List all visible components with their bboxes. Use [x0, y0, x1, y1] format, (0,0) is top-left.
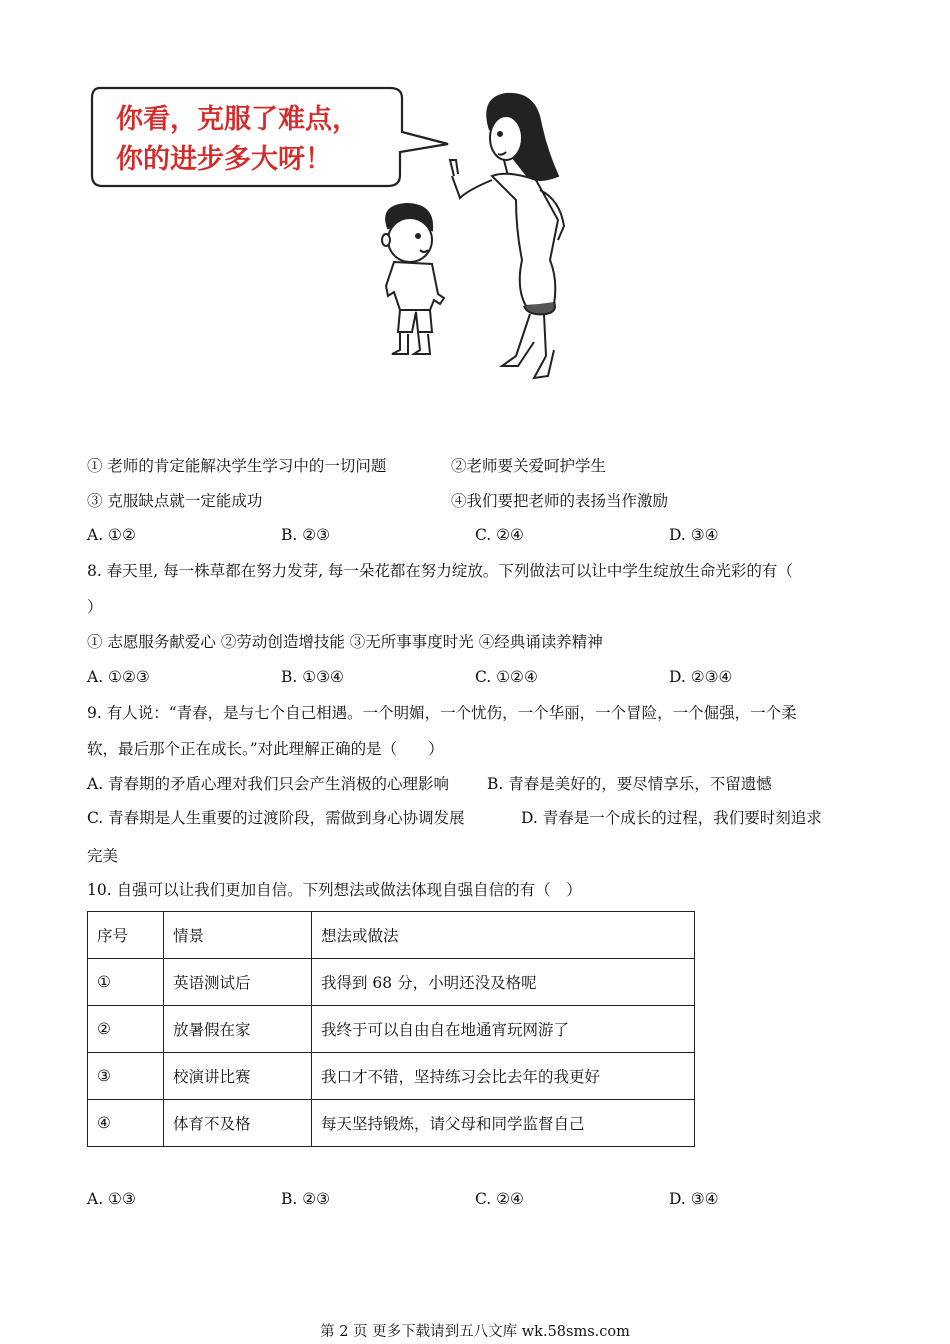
q7-option-c[interactable]: C. ②④ [475, 526, 524, 544]
table-header-cell: 序号 [88, 912, 164, 959]
table-cell: ④ [88, 1100, 164, 1147]
table-cell: ① [88, 959, 164, 1006]
table-cell: ③ [88, 1053, 164, 1100]
teacher-figure [450, 94, 564, 378]
q7-statement-3: ③ 克服缺点就一定能成功 [87, 492, 263, 510]
q8-option-c[interactable]: C. ①②④ [475, 668, 538, 686]
table-cell: 我终于可以自由自在地通宵玩网游了 [312, 1006, 695, 1053]
table-cell: 体育不及格 [164, 1100, 312, 1147]
table-row [88, 1053, 695, 1100]
table-header-row [88, 912, 695, 959]
q7-statement-2: ②老师要关爱呵护学生 [451, 457, 607, 475]
q10-option-b[interactable]: B. ②③ [281, 1190, 331, 1208]
table-row [88, 1100, 695, 1147]
q8-option-b[interactable]: B. ①③④ [281, 668, 344, 686]
q7-statement-1: ① 老师的肯定能解决学生学习中的一切问题 [87, 457, 387, 475]
bubble-text-line2: 你的进步多大呀！ [116, 144, 332, 175]
table-cell: 英语测试后 [164, 959, 312, 1006]
q9-stem-line2: 软，最后那个正在成长。”对此理解正确的是（ ） [87, 740, 444, 758]
table-row [88, 959, 695, 1006]
q7-option-b[interactable]: B. ②③ [281, 526, 331, 544]
page-footer: 第 2 页 更多下载请到五八文库 wk.58sms.com [320, 1324, 630, 1340]
q8-stem-line2: ） [87, 598, 103, 616]
q9-option-c[interactable]: C. 青春期是人生重要的过渡阶段，需做到身心协调发展 [87, 809, 465, 827]
q8-statements: ① 志愿服务献爱心 ②劳动创造增技能 ③无所事事度时光 ④经典诵读养精神 [87, 633, 603, 651]
q8-option-d[interactable]: D. ②③④ [669, 668, 733, 686]
table-header-cell: 情景 [164, 912, 312, 959]
q9-option-d-continued: 完美 [87, 847, 119, 865]
q9-option-d[interactable]: D. 青春是一个成长的过程，我们要时刻追求 [521, 809, 822, 827]
q8-option-a[interactable]: A. ①②③ [87, 668, 150, 686]
student-figure [382, 204, 444, 354]
table-header-cell: 想法或做法 [312, 912, 695, 959]
q9-stem-line1: 9. 有人说：“青春，是与七个自己相遇。一个明媚，一个忧伤，一个华丽，一个冒险，一个倔强，一个柔 [87, 704, 797, 722]
q10-option-c[interactable]: C. ②④ [475, 1190, 524, 1208]
table-cell: 我得到 68 分，小明还没及格呢 [312, 959, 695, 1006]
q7-statement-4: ④我们要把老师的表扬当作激励 [451, 492, 669, 510]
q10-option-d[interactable]: D. ③④ [669, 1190, 719, 1208]
q10-table [87, 911, 695, 1147]
table-row [88, 1006, 695, 1053]
table-cell: ② [88, 1006, 164, 1053]
q8-stem-line1: 8. 春天里, 每一株草都在努力发芽, 每一朵花都在努力绽放。下列做法可以让中学生绽放生命光彩的有（ [87, 562, 793, 580]
bubble-text-line1: 你看，克服了难点， [116, 104, 359, 135]
table-cell: 每天坚持锻炼，请父母和同学监督自己 [312, 1100, 695, 1147]
table-cell: 校演讲比赛 [164, 1053, 312, 1100]
table-cell: 我口才不错，坚持练习会比去年的我更好 [312, 1053, 695, 1100]
teacher-student-cartoon [88, 80, 588, 390]
q10-stem: 10. 自强可以让我们更加自信。下列想法或做法体现自强自信的有（ ） [87, 881, 582, 899]
q7-option-d[interactable]: D. ③④ [669, 526, 719, 544]
q9-option-a[interactable]: A. 青春期的矛盾心理对我们只会产生消极的心理影响 [87, 775, 450, 793]
q7-option-a[interactable]: A. ①② [87, 526, 136, 544]
table-cell: 放暑假在家 [164, 1006, 312, 1053]
q10-option-a[interactable]: A. ①③ [87, 1190, 136, 1208]
q9-option-b[interactable]: B. 青春是美好的，要尽情享乐，不留遗憾 [487, 775, 772, 793]
